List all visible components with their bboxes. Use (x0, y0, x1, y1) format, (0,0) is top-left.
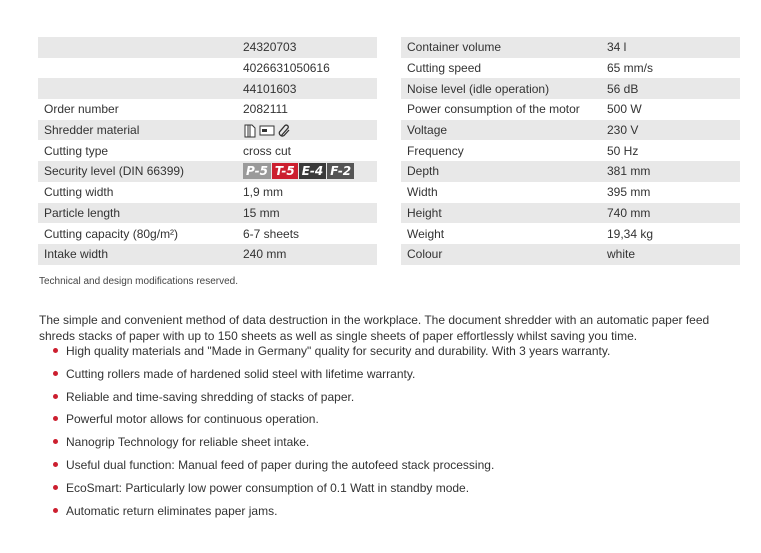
spec-label: Height (401, 203, 601, 224)
feature-text: Powerful motor allows for continuous operation. (66, 412, 319, 427)
table-row (401, 99, 740, 120)
bullet-icon (53, 462, 58, 467)
spec-label: Intake width (38, 244, 237, 265)
bullet-icon (53, 439, 58, 444)
list-item (39, 367, 610, 390)
list-item (39, 344, 610, 367)
spec-value: 2082111 (237, 99, 377, 120)
feature-text: EcoSmart: Particularly low power consumption of 0.1 Watt in standby mode. (66, 480, 470, 495)
table-row (401, 37, 740, 58)
spec-value: cross cut (237, 140, 377, 161)
spec-value: 56 dB (601, 78, 740, 99)
spec-value: 381 mm (601, 161, 740, 182)
spec-label (38, 78, 237, 99)
bullet-icon (53, 416, 58, 421)
bullet-icon (53, 348, 58, 353)
spec-value: 24320703 (237, 37, 377, 58)
spec-label: Frequency (401, 140, 601, 161)
table-row (38, 58, 377, 79)
spec-value: 240 mm (237, 244, 377, 265)
spec-label: Noise level (idle operation) (401, 78, 601, 99)
spec-value: 6-7 sheets (237, 223, 377, 244)
modifications-note: Technical and design modifications reserved. (39, 276, 238, 287)
table-row (38, 140, 377, 161)
list-item (39, 390, 610, 413)
security-badge-p5: P-5 (243, 163, 271, 179)
spec-label: Depth (401, 161, 601, 182)
spec-label: Cutting type (38, 140, 237, 161)
spec-label: Cutting width (38, 182, 237, 203)
table-row (38, 203, 377, 224)
feature-text: Cutting rollers made of hardened solid steel with lifetime warranty. (66, 366, 416, 381)
table-row (401, 140, 740, 161)
table-row (401, 223, 740, 244)
feature-text: Reliable and time-saving shredding of stacks of paper. (66, 389, 355, 404)
list-item (39, 458, 610, 481)
spec-value (237, 120, 377, 141)
bullet-icon (53, 394, 58, 399)
spec-label: Security level (DIN 66399) (38, 161, 237, 182)
table-row (401, 182, 740, 203)
feature-text: High quality materials and "Made in Germany" quality for security and durability. With 3 years warranty. (66, 344, 611, 358)
spec-label: Colour (401, 244, 601, 265)
spec-label: Weight (401, 223, 601, 244)
table-row (38, 37, 377, 58)
spec-value: 1,9 mm (237, 182, 377, 203)
feature-text: Automatic return eliminates paper jams. (66, 503, 278, 518)
spec-label: Container volume (401, 37, 601, 58)
table-row (38, 223, 377, 244)
table-row (38, 120, 377, 141)
spec-label: Cutting capacity (80g/m²) (38, 223, 237, 244)
spec-label: Order number (38, 99, 237, 120)
spec-label: Voltage (401, 120, 601, 141)
table-row (38, 244, 377, 265)
spec-label: Shredder material (38, 120, 237, 141)
table-row (401, 120, 740, 141)
table-row (38, 78, 377, 99)
security-badge-t5: T-5 (272, 163, 298, 179)
table-row (38, 161, 377, 182)
security-badge-f2: F-2 (327, 163, 354, 179)
spec-value: 34 l (601, 37, 740, 58)
table-row (401, 78, 740, 99)
paper-icon (243, 124, 257, 138)
spec-value: 4026631050616 (237, 58, 377, 79)
bullet-icon (53, 371, 58, 376)
table-row (401, 58, 740, 79)
security-badge-e4: E-4 (299, 163, 327, 179)
list-item (39, 412, 610, 435)
spec-value: 740 mm (601, 203, 740, 224)
list-item (39, 504, 610, 527)
feature-text: Useful dual function: Manual feed of paper during the autofeed stack processing. (66, 457, 495, 472)
spec-value: 395 mm (601, 182, 740, 203)
table-row (401, 244, 740, 265)
list-item (39, 481, 610, 504)
table-row (401, 161, 740, 182)
spec-label: Width (401, 182, 601, 203)
feature-text: Nanogrip Technology for reliable sheet intake. (66, 435, 310, 450)
paper-clip-icon (277, 124, 291, 138)
spec-label: Particle length (38, 203, 237, 224)
spec-value: 15 mm (237, 203, 377, 224)
feature-list (39, 344, 610, 526)
spec-value: 19,34 kg (601, 223, 740, 244)
table-row (38, 182, 377, 203)
spec-label (38, 37, 237, 58)
spec-value: 230 V (601, 120, 740, 141)
spec-table-right (401, 37, 740, 265)
spec-value: 44101603 (237, 78, 377, 99)
spec-value: white (601, 244, 740, 265)
spec-value: 50 Hz (601, 140, 740, 161)
table-row (38, 99, 377, 120)
shredder-material-icons (243, 124, 291, 138)
list-item (39, 435, 610, 458)
spec-label: Power consumption of the motor (401, 99, 601, 120)
spec-table-left (38, 37, 377, 265)
table-row (401, 203, 740, 224)
security-level-badges (243, 163, 354, 179)
spec-value: 500 W (601, 99, 740, 120)
bullet-icon (53, 485, 58, 490)
credit-card-icon (259, 124, 275, 137)
spec-label: Cutting speed (401, 58, 601, 79)
product-description: The simple and convenient method of data destruction in the workplace. The document shredder with an automatic paper feed shreds stacks of paper with up to 150 sheets as well as single sheets of paper effortlessly whilst saving you time. (39, 313, 710, 343)
spec-value (237, 161, 377, 182)
spec-value: 65 mm/s (601, 58, 740, 79)
spec-label (38, 58, 237, 79)
bullet-icon (53, 508, 58, 513)
